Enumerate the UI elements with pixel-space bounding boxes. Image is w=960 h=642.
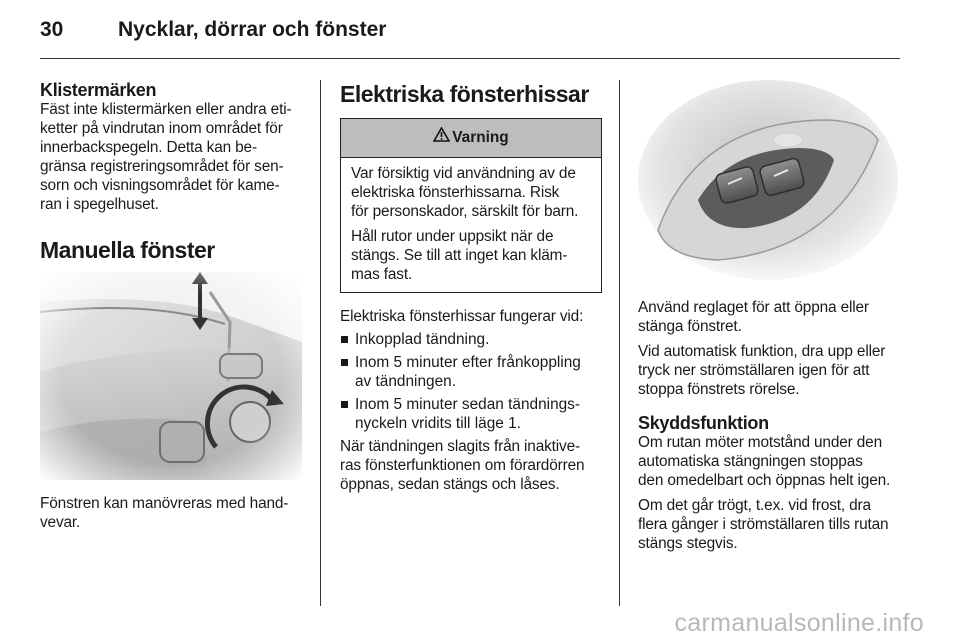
- column-divider-2: [619, 80, 620, 606]
- page-number: 30: [40, 18, 64, 41]
- conditions-list: [340, 330, 602, 433]
- warning-body: [341, 158, 601, 292]
- page-header: [40, 18, 920, 48]
- operation-text: Använd reglaget för att öppna eller stänga fönstret.: [638, 299, 869, 335]
- crank-window-illustration: [40, 272, 302, 480]
- warning-para-2: Håll rutor under uppsikt när de stängs. Se till att inget kan kläm- mas fast.: [351, 228, 568, 283]
- electric-windows-heading: Elektriska fönsterhissar: [340, 81, 589, 107]
- header-divider: [40, 58, 900, 59]
- manual-windows-caption: Fönstren kan manövreras med hand- vevar.: [40, 495, 289, 531]
- automatic-text: Vid automatisk funktion, dra upp eller tryck ner strömställaren igen för att stoppa fönstrets rörelse.: [638, 343, 886, 398]
- stickers-text: Fäst inte klistermärken eller andra eti- ketter på vindrutan inom området för innerbackspegeln. Detta kan be- gränsa registreringsområdet för sen- sorn och visningsområdet för kame- ran i spegelhuset.: [40, 101, 292, 213]
- warning-label: Varning: [452, 129, 509, 147]
- protection-text: Om rutan möter motstånd under den automatiska stängningen stoppas den omedelbart och öppnas helt igen.: [638, 434, 891, 489]
- list-item: Inom 5 minuter sedan tändnings- nyckeln vridits till läge 1.: [340, 395, 602, 433]
- column-right: [638, 80, 902, 553]
- window-switch-illustration: [638, 80, 902, 286]
- watermark: carmanualsonline.info: [674, 609, 924, 637]
- stepwise-text: Om det går trögt, t.ex. vid frost, dra flera gånger i strömställaren tills rutan stängs stegvis.: [638, 497, 889, 552]
- electric-windows-intro: Elektriska fönsterhissar fungerar vid:: [340, 308, 584, 325]
- list-item: Inom 5 minuter efter frånkoppling av tändningen.: [340, 353, 602, 391]
- electric-windows-closing: När tändningen slagits från inaktive- ras fönsterfunktionen om förardörren öppnas, sedan stängs och låses.: [340, 438, 585, 493]
- manual-windows-heading: Manuella fönster: [40, 237, 215, 263]
- warning-para-1: Var försiktig vid användning av de elektriska fönsterhissarna. Risk för personskador, särskilt för barn.: [351, 165, 579, 220]
- column-divider-1: [320, 80, 321, 606]
- list-item: Inkopplad tändning.: [340, 330, 602, 349]
- warning-header: [341, 119, 601, 158]
- protection-heading: Skyddsfunktion: [638, 413, 769, 433]
- stickers-heading: Klistermärken: [40, 80, 157, 100]
- column-middle: [340, 80, 602, 494]
- column-left: [40, 80, 302, 532]
- warning-box: [340, 118, 602, 293]
- warning-triangle-icon: [433, 119, 450, 157]
- chapter-title: Nycklar, dörrar och fönster: [118, 18, 387, 41]
